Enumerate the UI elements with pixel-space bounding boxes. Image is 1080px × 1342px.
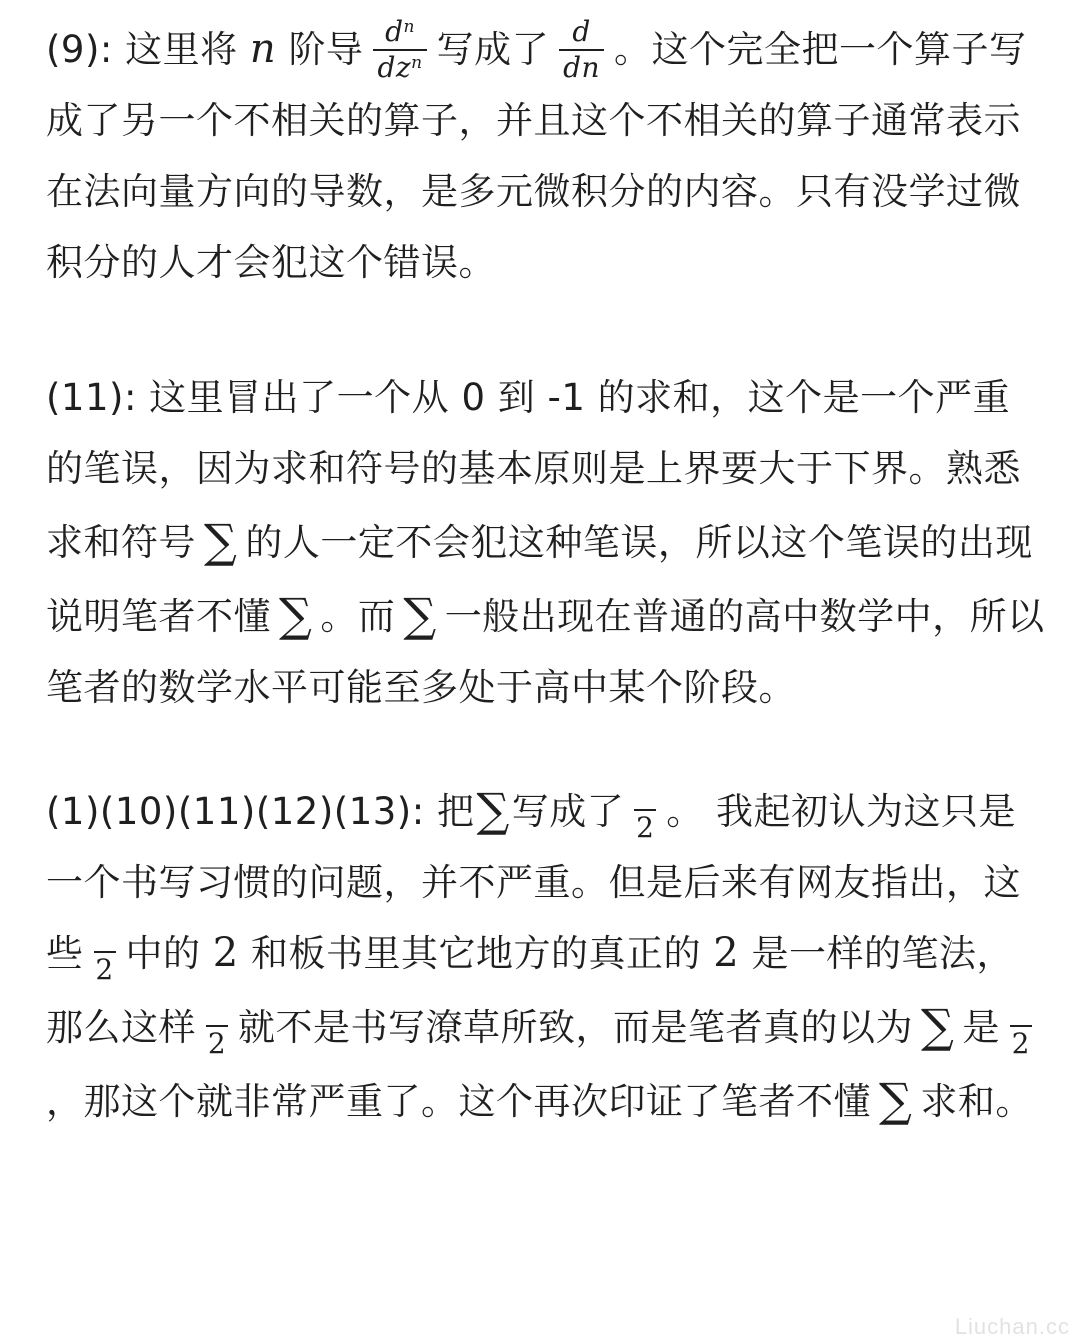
text: 写成了 (436, 28, 550, 71)
text: 和板书里其它地方的真正的 (250, 932, 701, 975)
text: (11): 这里冒出了一个从 0 到 -1 的求和，这个是一个严重的笔误，因为求和符号的基本原则是上界要大于下界。熟悉求和符号 (46, 376, 1021, 564)
article-body (46, 14, 1046, 1137)
text: 求和。 (920, 1080, 1033, 1123)
paragraph-9 (46, 14, 1046, 298)
frac-den-base: dz (377, 50, 412, 84)
text: 一般出现在普通的高中数学中，所以笔者的数学水平可能至多处于高中某个阶段。 (46, 595, 1045, 709)
text: 阶导 (288, 28, 364, 71)
overbar-two (94, 951, 116, 984)
sigma-symbol: ∑ (403, 588, 437, 642)
overbar-two (1010, 1025, 1032, 1058)
digit-two: 2 (212, 930, 239, 976)
text: 中的 (125, 932, 201, 975)
text: (9): 这里将 (46, 28, 238, 71)
overbar-two-digit: 2 (636, 811, 655, 844)
overbar-two-digit: 2 (1011, 1027, 1030, 1060)
text: 是一样的笔法，那么这样 (46, 932, 1014, 1049)
frac-num-sup: n (403, 16, 415, 37)
watermark: Liuchan.cc (954, 1314, 1070, 1339)
text: 就不是书写潦草所致，而是笔者真的以为 (238, 1006, 913, 1049)
sigma-symbol: ∑ (921, 999, 955, 1053)
text: 。 我起初认为这只是一个书写习惯的问题，并不严重。但是后来有网友指出，这些 (46, 790, 1021, 975)
frac-den: dn (563, 50, 601, 84)
text: 。这个完全把一个算子写成了另一个不相关的算子，并且这个不相关的算子通常表示在法向量方向的导数，是多元微积分的内容。只有没学过微积分的人才会犯这个错误。 (46, 28, 1027, 284)
math-n: n (249, 26, 277, 72)
digit-two: 2 (713, 930, 740, 976)
fraction-d-dn (559, 14, 604, 84)
overbar-two (634, 809, 656, 842)
paragraph-11 (46, 362, 1046, 723)
overbar-two (206, 1025, 228, 1058)
sigma-symbol: ∑ (204, 514, 238, 568)
frac-num-base: d (385, 14, 404, 48)
frac-den-sup: n (411, 52, 423, 73)
overbar-two-digit: 2 (207, 1027, 227, 1060)
overbar-two-digit: 2 (95, 953, 114, 986)
sigma-symbol: ∑ (279, 588, 313, 642)
paragraph-1-10-11-12-13 (46, 773, 1046, 1137)
sigma-symbol: ∑ (879, 1073, 913, 1127)
frac-num: d (572, 14, 591, 48)
text: (1)(10)(11)(12)(13): 把 (46, 790, 475, 833)
text: 的人一定不会犯这种笔误，所以这个笔误的出现说明笔者不懂 (46, 521, 1033, 638)
text: 写成了 (511, 790, 625, 833)
text: 是 (962, 1006, 1000, 1049)
sigma-symbol: ∑ (476, 783, 510, 837)
fraction-dn-dzn (373, 14, 426, 84)
text: 。而 (320, 595, 396, 638)
text: ，那这个就非常严重了。这个再次印证了笔者不懂 (46, 1080, 871, 1123)
